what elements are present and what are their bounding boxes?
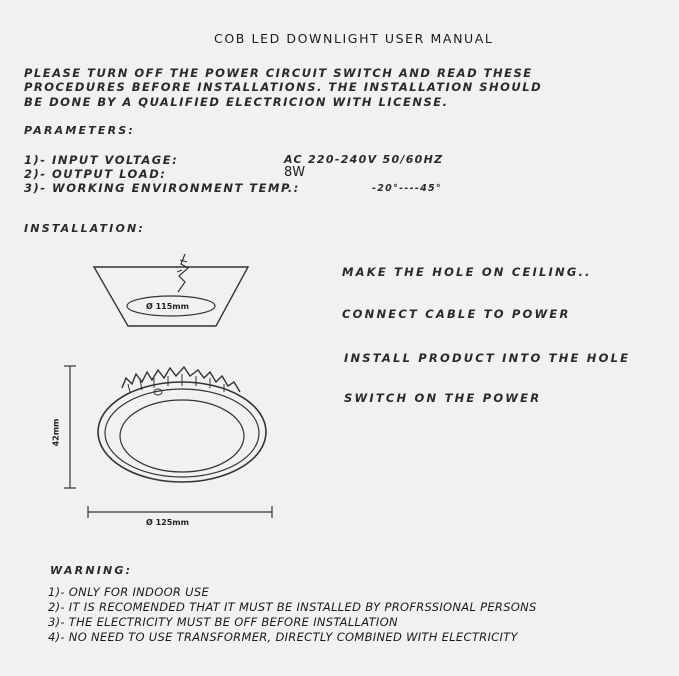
warning-item-1: 1)- ONLY FOR INDOOR USE — [48, 585, 210, 599]
param-value-temp: -20°----45° — [372, 183, 442, 194]
param-value-load: 8W — [284, 165, 306, 180]
manual-title: COB LED DOWNLIGHT USER MANUAL — [214, 31, 494, 46]
step-3: INSTALL PRODUCT INTO THE HOLE — [344, 351, 631, 365]
param-label-voltage: 1)- INPUT VOLTAGE: — [24, 153, 179, 167]
step-2: CONNECT CABLE TO POWER — [342, 307, 571, 321]
hole-diameter-label: Ø 115mm — [146, 302, 189, 311]
ceiling-hole-drawing — [92, 252, 252, 332]
step-1: MAKE THE HOLE ON CEILING.. — [342, 265, 592, 279]
installation-heading: INSTALLATION: — [24, 222, 146, 235]
warning-item-2: 2)- IT IS RECOMENDED THAT IT MUST BE INSTALLED BY PROFRSSIONAL PERSONS — [48, 600, 537, 614]
param-label-temp: 3)- WORKING ENVIRONMENT TEMP.: — [24, 181, 300, 195]
intro-line-2: PROCEDURES BEFORE INSTALLATIONS. THE INSTALLATION SHOULD — [24, 80, 543, 94]
downlight-drawing — [92, 362, 282, 492]
warning-heading: WARNING: — [50, 564, 133, 577]
intro-line-1: PLEASE TURN OFF THE POWER CIRCUIT SWITCH AND READ THESE — [24, 66, 533, 80]
step-4: SWITCH ON THE POWER — [344, 391, 542, 405]
param-value-voltage: AC 220-240V 50/60HZ — [284, 153, 444, 166]
warning-item-4: 4)- NO NEED TO USE TRANSFORMER, DIRECTLY COMBINED WITH ELECTRICITY — [48, 630, 518, 644]
parameters-heading: PARAMETERS: — [24, 124, 136, 137]
param-label-load: 2)- OUTPUT LOAD: — [24, 167, 167, 181]
intro-line-3: BE DONE BY A QUALIFIED ELECTRICION WITH LICENSE. — [24, 95, 449, 109]
diameter-label: Ø 125mm — [146, 518, 189, 527]
warning-item-3: 3)- THE ELECTRICITY MUST BE OFF BEFORE INSTALLATION — [48, 615, 398, 629]
height-label: 42mm — [51, 418, 61, 447]
